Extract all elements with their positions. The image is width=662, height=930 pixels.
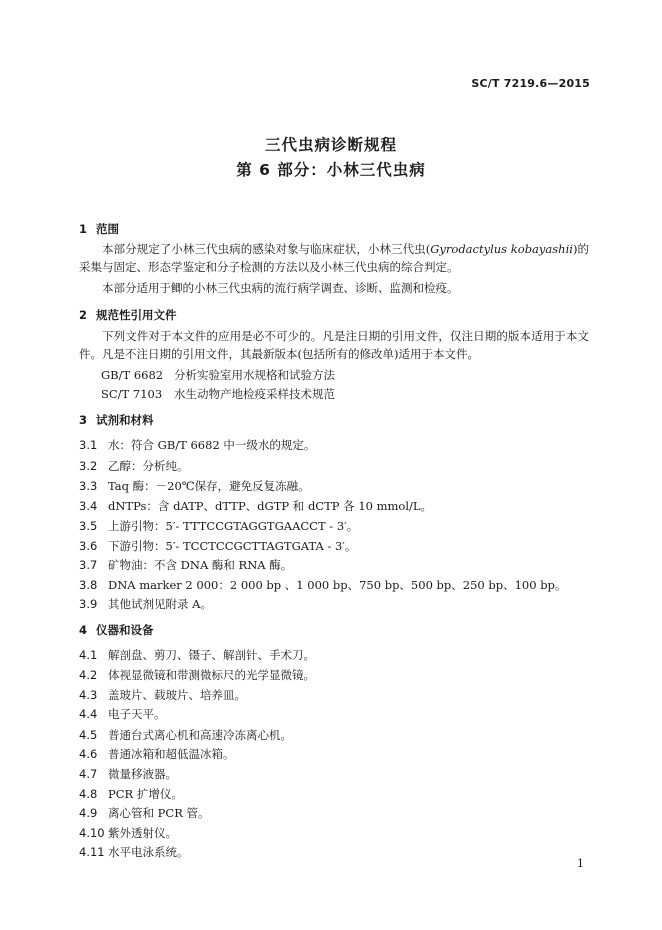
item-number: 3.6 <box>79 539 98 553</box>
list-item <box>79 825 177 841</box>
item-text: 离心管和 PCR 管。 <box>108 806 210 820</box>
list-item <box>79 518 358 534</box>
item-number: 4.1 <box>79 648 98 662</box>
section-heading-scope <box>79 221 119 237</box>
list-item <box>79 437 315 453</box>
item-number: 3.3 <box>79 479 98 493</box>
item-number: 3.4 <box>79 499 98 513</box>
item-text: DNA marker 2 000：2 000 bp 、1 000 bp、750 bp、500 bp、250 bp、100 bp。 <box>108 578 567 592</box>
list-item <box>79 498 432 514</box>
item-text: 下游引物：5′- TCCTCCGCTTAGTGATA - 3′。 <box>108 539 357 553</box>
section-number: 3 <box>79 413 88 427</box>
list-item <box>79 667 315 683</box>
item-text: 普通台式离心机和高速冷冻离心机。 <box>108 728 292 742</box>
item-number: 4.10 <box>79 826 105 840</box>
list-item <box>79 746 235 762</box>
list-item <box>79 786 183 802</box>
section-title: 仪器和设备 <box>96 623 154 637</box>
item-number: 4.2 <box>79 668 98 682</box>
section-number: 1 <box>79 222 88 236</box>
reference-title: 分析实验室用水规格和试验方法 <box>174 368 335 382</box>
item-text: 矿物油：不含 DNA 酶和 RNA 酶。 <box>108 558 293 572</box>
item-text: 普通冰箱和超低温冰箱。 <box>108 747 235 761</box>
list-item <box>79 687 246 703</box>
item-text: Taq 酶：－20℃保存，避免反复冻融。 <box>108 479 310 493</box>
item-number: 3.8 <box>79 578 98 592</box>
text-run: 本部分规定了小林三代虫病的感染对象与临床症状，小林三代虫( <box>102 242 431 256</box>
list-item <box>79 844 189 860</box>
item-number: 3.1 <box>79 438 98 452</box>
section-title: 范围 <box>96 222 119 236</box>
list-item <box>79 458 189 474</box>
scope-paragraph-1 <box>79 240 589 276</box>
section-heading-equipment <box>79 622 154 638</box>
item-number: 4.11 <box>79 845 105 859</box>
section-heading-references <box>79 307 177 323</box>
list-item <box>79 727 292 743</box>
item-text: dNTPs：含 dATP、dTTP、dGTP 和 dCTP 各 10 mmol/L。 <box>108 499 433 513</box>
item-number: 4.7 <box>79 767 98 781</box>
list-item <box>79 805 210 821</box>
item-text: 上游引物：5′- TTTCCGTAGGTGAACCT - 3′。 <box>108 519 359 533</box>
item-text: PCR 扩增仪。 <box>108 787 183 801</box>
item-number: 4.6 <box>79 747 98 761</box>
section-title: 规范性引用文件 <box>96 308 177 322</box>
item-number: 4.8 <box>79 787 98 801</box>
reference-line <box>101 386 335 402</box>
scope-paragraph-2: 本部分适用于鲫的小林三代虫病的流行病学调查、诊断、监测和检疫。 <box>102 281 459 295</box>
item-text: 盖玻片、载玻片、培养皿。 <box>108 688 246 702</box>
item-text: 电子天平。 <box>108 707 166 721</box>
item-number: 4.3 <box>79 688 98 702</box>
item-text: 乙醇：分析纯。 <box>108 459 189 473</box>
list-item <box>79 596 212 612</box>
list-item <box>79 647 315 663</box>
item-text: 微量移液器。 <box>108 767 177 781</box>
document-subtitle: 第 6 部分：小林三代虫病 <box>236 161 426 179</box>
list-item <box>79 766 177 782</box>
list-item <box>79 538 356 554</box>
standard-number: SC/T 7219.6—2015 <box>471 77 590 90</box>
section-title: 试剂和材料 <box>96 413 154 427</box>
item-text: 水：符合 GB/T 6682 中一级水的规定。 <box>108 438 316 452</box>
item-number: 4.9 <box>79 806 98 820</box>
section-heading-reagents <box>79 412 154 428</box>
item-number: 3.2 <box>79 459 98 473</box>
document-title: 三代虫病诊断规程 <box>264 136 397 154</box>
item-number: 4.5 <box>79 728 98 742</box>
references-paragraph: 下列文件对于本文件的应用是必不可少的。凡是注日期的引用文件，仅注日期的版本适用于本文件。凡是不注日期的引用文件，其最新版本(包括所有的修改单)适用于本文件。 <box>79 329 589 361</box>
list-item <box>79 706 166 722</box>
text-run: )的采集与固定、形态学鉴定和分子检测的方法以及小林三代虫病的综合判定。 <box>79 242 589 274</box>
section-number: 2 <box>79 308 88 322</box>
page-number: 1 <box>577 857 584 870</box>
reference-code: GB/T 6682 <box>101 368 164 382</box>
reference-code: SC/T 7103 <box>101 387 163 401</box>
species-name: Gyrodactylus kobayashii <box>430 242 573 256</box>
list-item <box>79 478 310 494</box>
item-text: 水平电泳系统。 <box>108 845 189 859</box>
reference-line <box>101 367 335 383</box>
reference-title: 水生动物产地检疫采样技术规范 <box>174 387 335 401</box>
item-text: 体视显微镜和带测微标尺的光学显微镜。 <box>108 668 315 682</box>
item-number: 3.7 <box>79 558 98 572</box>
item-number: 3.5 <box>79 519 98 533</box>
item-text: 解剖盘、剪刀、镊子、解剖针、手术刀。 <box>108 648 315 662</box>
list-item <box>79 577 566 593</box>
item-number: 3.9 <box>79 597 98 611</box>
item-text: 其他试剂见附录 A。 <box>108 597 212 611</box>
item-text: 紫外透射仪。 <box>108 826 177 840</box>
item-number: 4.4 <box>79 707 98 721</box>
section-number: 4 <box>79 623 88 637</box>
list-item <box>79 557 292 573</box>
